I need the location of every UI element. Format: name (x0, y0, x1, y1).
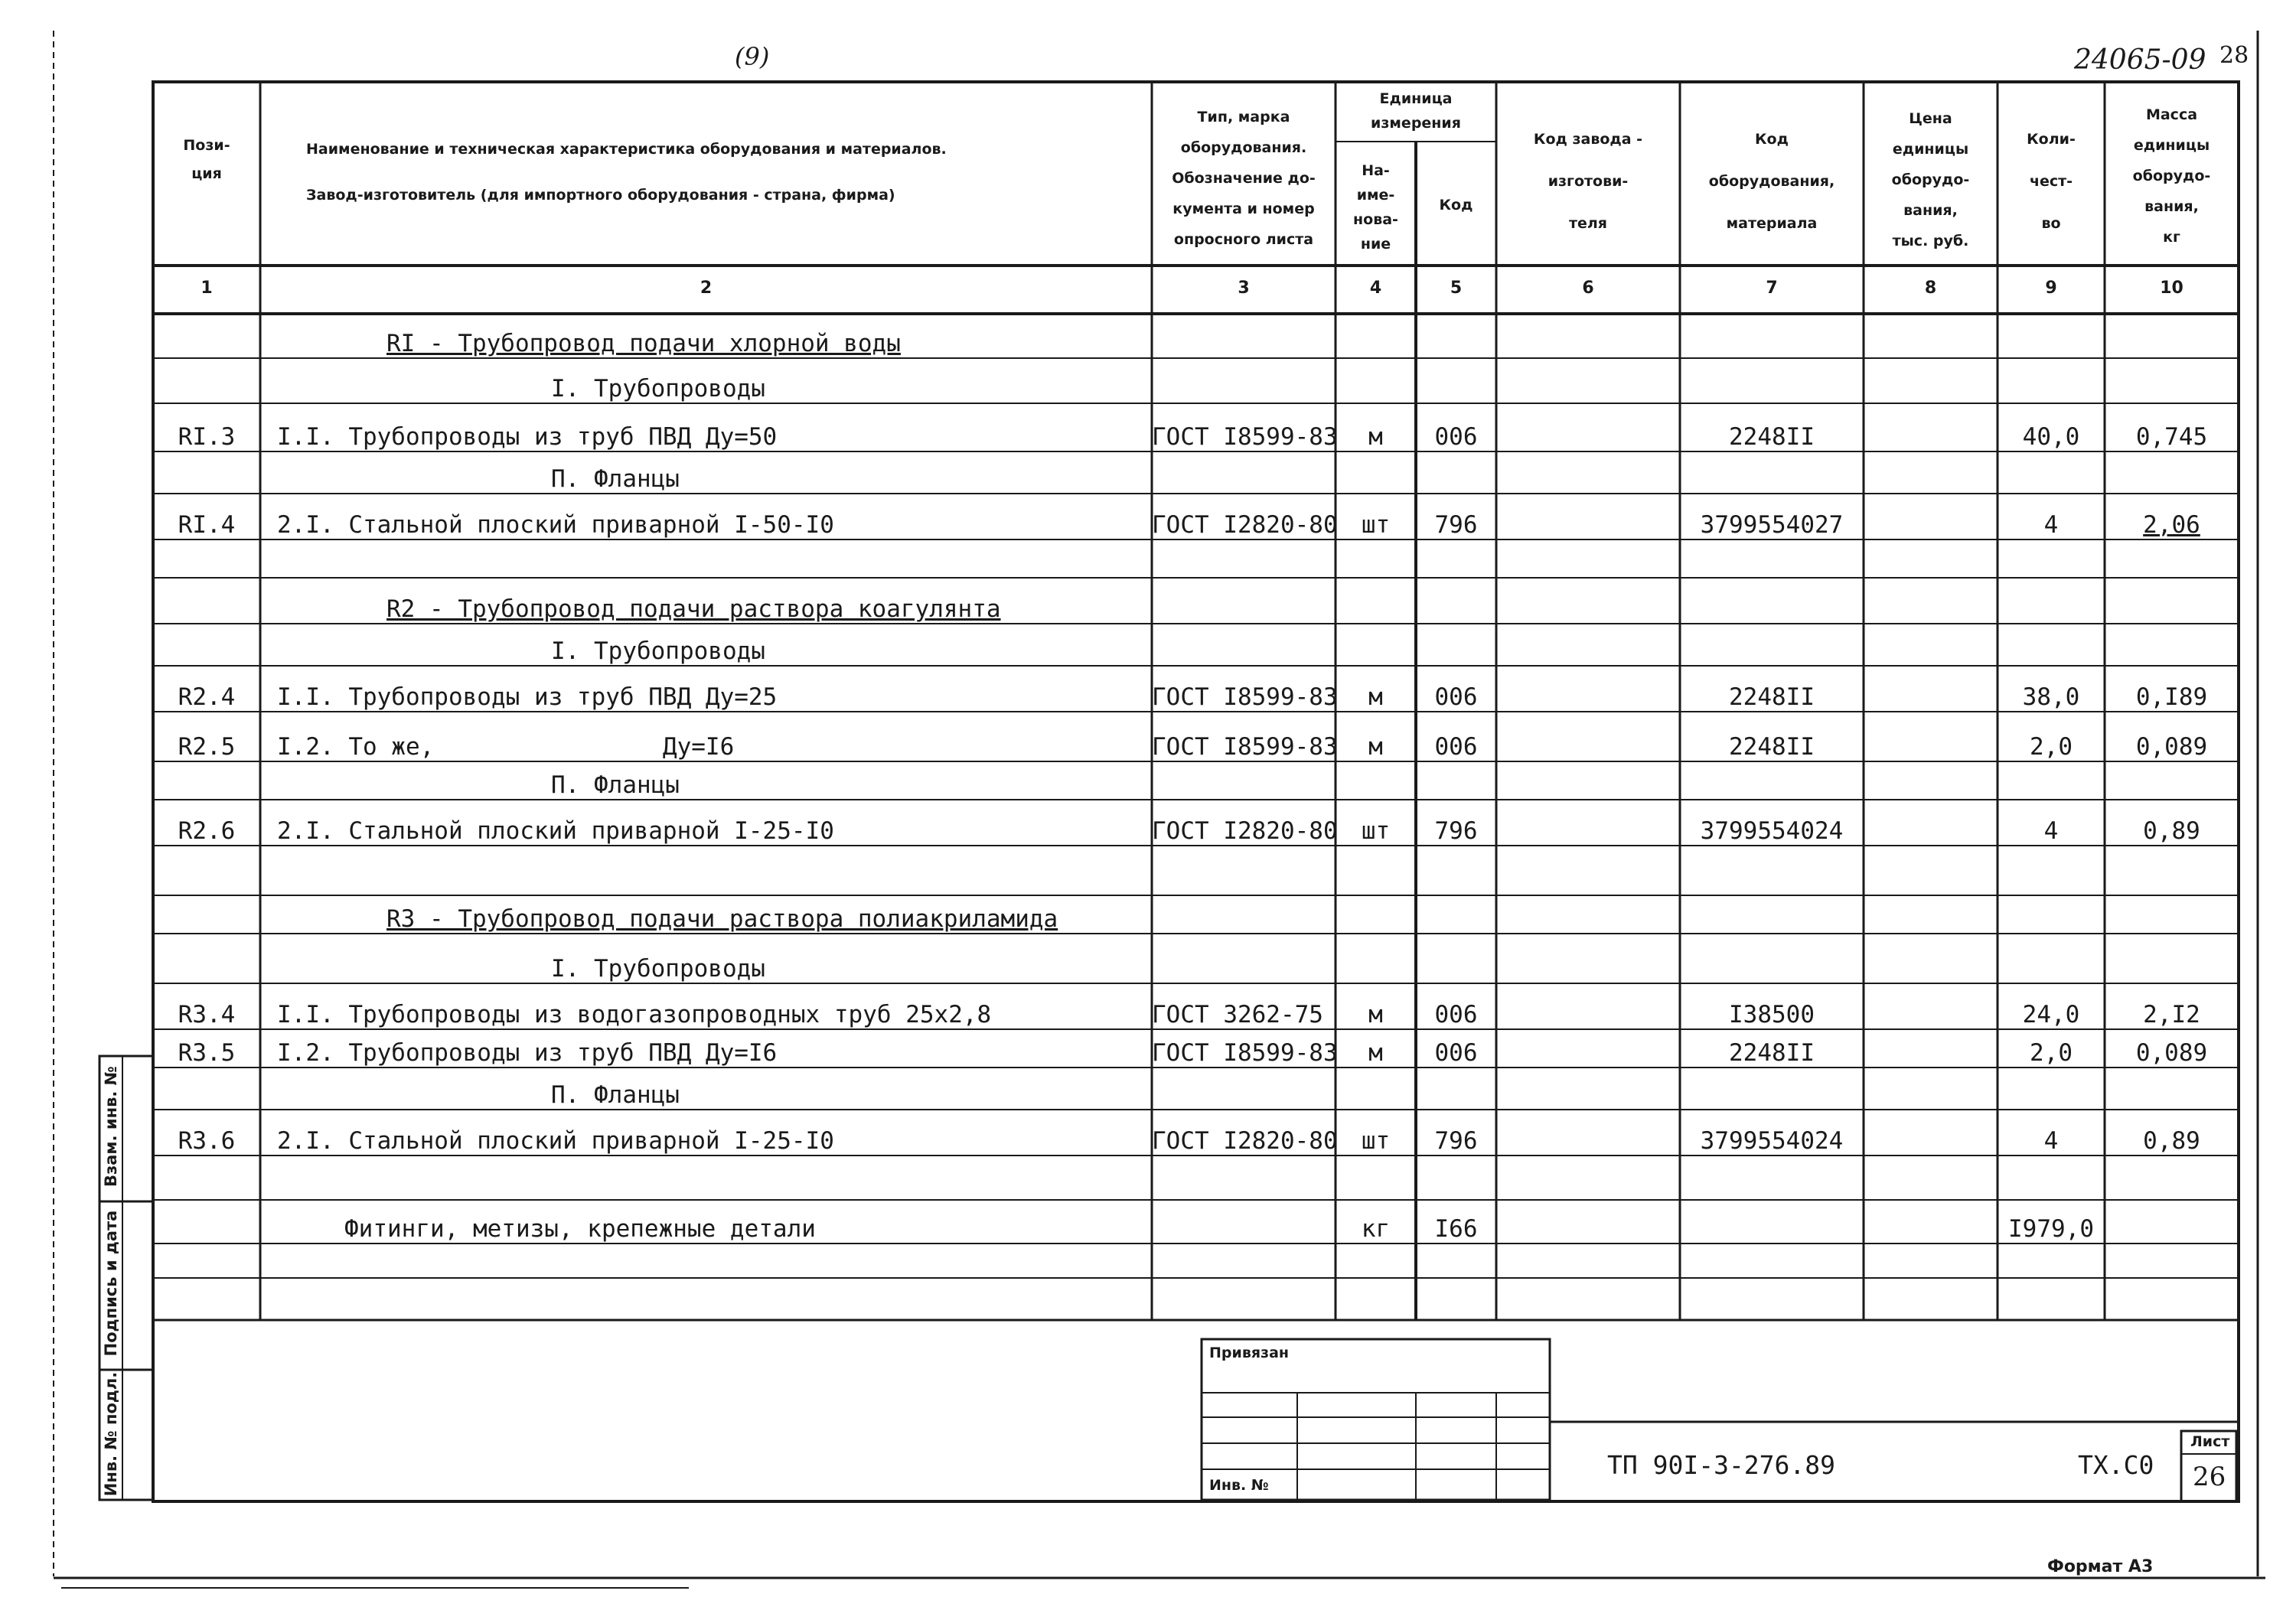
cell-code: 006 (1434, 1001, 1478, 1028)
side-label-original-inv: Инв. № подл. (102, 1371, 120, 1497)
table-row (0, 494, 2296, 539)
format-label: Формат А3 (2047, 1557, 2154, 1576)
cell-name: П. Фланцы (551, 771, 680, 799)
cell-name: I. Трубопроводы (551, 955, 765, 983)
table-row (0, 451, 2296, 494)
table-row (0, 539, 2296, 578)
cell-pos: R3.5 (178, 1039, 236, 1067)
cell-name: R3 - Трубопровод подачи раствора полиакриламида (386, 905, 1058, 933)
page-mark: (9) (735, 42, 770, 71)
cell-name: I. Трубопроводы (551, 637, 765, 665)
cell-mass: 0,089 (2135, 1039, 2208, 1067)
cell-pos: RI.3 (178, 423, 236, 451)
cell-code: 796 (1434, 817, 1478, 845)
cell-code: 006 (1434, 1039, 1478, 1067)
column-number: 6 (1582, 279, 1594, 298)
table-row (0, 1029, 2296, 1068)
column-number: 2 (700, 279, 713, 298)
header-maker-code: Код завода - изготови- теля (1533, 131, 1643, 232)
cell-mass: 2,I2 (2143, 1001, 2200, 1028)
header-mass: Масса единицы оборудо- вания, кг (2132, 106, 2211, 246)
header-unit-code: Код (1439, 197, 1473, 214)
cell-type: ГОСТ I8599-83 (1152, 683, 1338, 711)
cell-qty: 4 (2043, 817, 2059, 845)
cell-qty: 38,0 (2022, 683, 2080, 711)
cell-qty: 4 (2043, 511, 2059, 539)
header-equipment-code: Код оборудования, материала (1708, 131, 1835, 232)
sheet-label: Лист (2190, 1433, 2230, 1450)
header-name: Наименование и техническая характеристика оборудования и материалов. Завод-изготовитель (для импортного оборудования - страна, фирма) (306, 141, 947, 204)
table-row (0, 800, 2296, 846)
table-row (0, 895, 2296, 934)
cell-unit: м (1368, 683, 1383, 711)
table-row (0, 1068, 2296, 1110)
cell-equip: 3799554024 (1700, 1127, 1844, 1155)
header-price: Цена единицы оборудо- вания, тыс. руб. (1891, 110, 1970, 249)
doc-number-handwritten: 24065-09 (2074, 44, 2206, 76)
cell-unit: шт (1361, 1127, 1391, 1155)
cell-equip: 2248II (1729, 423, 1815, 451)
cell-equip: 2248II (1729, 683, 1815, 711)
cell-pos: R3.4 (178, 1001, 236, 1028)
cell-name: I.2. То же, Ду=I6 (277, 733, 735, 761)
cell-name: RI - Трубопровод подачи хлорной воды (386, 330, 901, 357)
cell-type: ГОСТ I8599-83 (1152, 423, 1338, 451)
side-label-signature-date: Подпись и дата (102, 1210, 120, 1357)
table-row (0, 1244, 2296, 1278)
cell-unit: кг (1361, 1215, 1391, 1243)
table-row (0, 666, 2296, 712)
table-row (0, 1110, 2296, 1156)
cell-equip: 2248II (1729, 733, 1815, 761)
table-row (0, 358, 2296, 403)
cell-qty: 2,0 (2030, 733, 2073, 761)
cell-mass: 0,89 (2143, 817, 2200, 845)
table-row (0, 712, 2296, 761)
table-row (0, 1200, 2296, 1244)
column-number: 3 (1238, 279, 1250, 298)
cell-qty: 2,0 (2030, 1039, 2073, 1067)
cell-code: I66 (1434, 1215, 1478, 1243)
cell-name: I.I. Трубопроводы из водогазопроводных труб 25х2,8 (277, 1001, 992, 1028)
cell-qty: 40,0 (2022, 423, 2080, 451)
cell-mass: 0,89 (2143, 1127, 2200, 1155)
cell-unit: м (1368, 733, 1383, 761)
cell-unit: м (1368, 423, 1383, 451)
cell-name: 2.I. Стальной плоский приварной I-25-I0 (277, 817, 834, 845)
cell-name: I. Трубопроводы (551, 375, 765, 403)
cell-code: 796 (1434, 1127, 1478, 1155)
cell-name: I.I. Трубопроводы из труб ПВД Ду=25 (277, 683, 778, 711)
cell-name: П. Фланцы (551, 465, 680, 493)
cell-name: R2 - Трубопровод подачи раствора коагулянта (386, 595, 1001, 623)
cell-mass: 2,06 (2143, 511, 2200, 539)
column-number: 10 (2160, 279, 2183, 298)
table-row (0, 624, 2296, 666)
table-row (0, 314, 2296, 358)
cell-type: ГОСТ I2820-80 (1152, 817, 1338, 845)
header-position: Пози- ция (183, 137, 230, 182)
cell-name: I.2. Трубопроводы из труб ПВД Ду=I6 (277, 1039, 778, 1067)
column-number: 8 (1924, 279, 1937, 298)
cell-qty: 4 (2043, 1127, 2059, 1155)
column-number: 5 (1450, 279, 1463, 298)
cell-type: ГОСТ I8599-83 (1152, 1039, 1338, 1067)
cell-unit: шт (1361, 511, 1391, 539)
cell-type: ГОСТ 3262-75 (1152, 1001, 1323, 1028)
header-type: Тип, марка оборудования. Обозначение до- кумента и номер опросного листа (1172, 109, 1316, 248)
cell-equip: I38500 (1729, 1001, 1815, 1028)
column-number: 4 (1369, 279, 1382, 298)
cell-qty: I979,0 (2008, 1215, 2094, 1243)
cell-pos: R2.5 (178, 733, 236, 761)
cell-pos: R2.6 (178, 817, 236, 845)
cell-mass: 0,745 (2135, 423, 2208, 451)
table-row (0, 403, 2296, 451)
cell-name: П. Фланцы (551, 1081, 680, 1109)
cell-type: ГОСТ I2820-80 (1152, 1127, 1338, 1155)
side-label-replaced-inv: Взам. инв. № (102, 1066, 120, 1187)
cell-equip: 3799554024 (1700, 817, 1844, 845)
cell-qty: 24,0 (2022, 1001, 2080, 1028)
cell-pos: R2.4 (178, 683, 236, 711)
cell-pos: RI.4 (178, 511, 236, 539)
cell-name: 2.I. Стальной плоский приварной I-50-I0 (277, 511, 834, 539)
table-row (0, 934, 2296, 983)
table-row (0, 761, 2296, 800)
cell-equip: 3799554027 (1700, 511, 1844, 539)
column-number: 7 (1766, 279, 1778, 298)
cell-unit: м (1368, 1039, 1383, 1067)
table-row (0, 846, 2296, 895)
header-unit-name: На- име- нова- ние (1353, 162, 1398, 253)
column-number: 1 (201, 279, 213, 298)
sheet-corner-number: 28 (2219, 42, 2249, 69)
table-row (0, 578, 2296, 624)
cell-code: 006 (1434, 683, 1478, 711)
sheet-number: 26 (2193, 1462, 2226, 1492)
column-number: 9 (2045, 279, 2057, 298)
cell-unit: шт (1361, 817, 1391, 845)
table-row (0, 1156, 2296, 1200)
cell-name: Фитинги, метизы, крепежные детали (344, 1215, 816, 1243)
cell-pos: R3.6 (178, 1127, 236, 1155)
cell-mass: 0,I89 (2135, 683, 2208, 711)
cell-name: 2.I. Стальной плоский приварной I-25-I0 (277, 1127, 834, 1155)
cell-code: 006 (1434, 733, 1478, 761)
cell-equip: 2248II (1729, 1039, 1815, 1067)
cell-name: I.I. Трубопроводы из труб ПВД Ду=50 (277, 423, 778, 451)
header-quantity: Коли- чест- во (2027, 131, 2076, 232)
cell-type: ГОСТ I8599-83 (1152, 733, 1338, 761)
cell-mass: 0,089 (2135, 733, 2208, 761)
cell-unit: м (1368, 1001, 1383, 1028)
table-row (0, 983, 2296, 1029)
stamp-attached-label: Привязан (1209, 1345, 1290, 1361)
cell-type: ГОСТ I2820-80 (1152, 511, 1338, 539)
cell-code: 006 (1434, 423, 1478, 451)
header-unit: Единица измерения (1371, 90, 1461, 132)
stamp-inv-no-label: Инв. № (1209, 1477, 1269, 1494)
cell-code: 796 (1434, 511, 1478, 539)
table-row (0, 1278, 2296, 1320)
document-code: ТХ.С0 (2078, 1450, 2154, 1480)
project-code: ТП 90I-3-276.89 (1607, 1450, 1836, 1480)
